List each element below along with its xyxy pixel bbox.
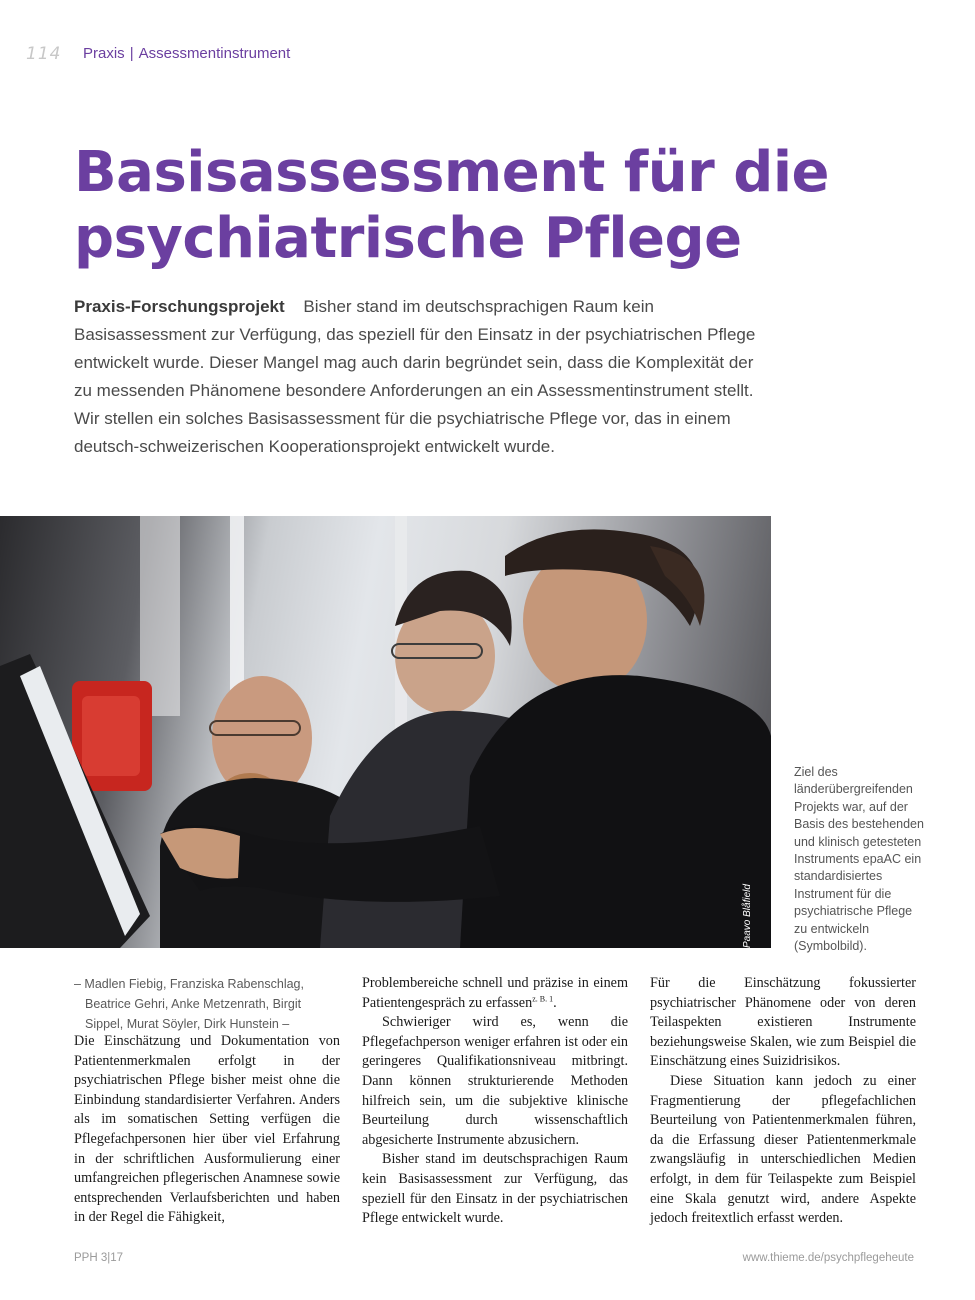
body-paragraph: Schwieriger wird es, wenn die Pflegefachperson weniger erfahren ist oder ein geringeres Qualifikationsniveau mitbringt. Dann können strukturierende Methoden hilfreich sein, um die subjektive klinische Beurteilung durch wissenschaftlich abgesicherte Instrumente abzusichern. — [362, 1014, 628, 1148]
article-lead — [74, 293, 774, 461]
author-line: Sippel, Murat Söyler, Dirk Hunstein – — [85, 1017, 290, 1031]
footer-url[interactable]: www.thieme.de/psychpflegeheute — [742, 1252, 914, 1264]
author-line: Beatrice Gehri, Anke Metzenrath, Birgit — [85, 997, 302, 1011]
lead-text: Bisher stand im deutschsprachigen Raum kein Basisassessment zur Verfügung, das speziell für den Einsatz in der psychiatrischen Pflege entwickelt wurde. Dieser Mangel mag auch darin begründet sein, dass die Komplexität der zu messenden Phänomene besondere Anforderungen an ein Assessmentinstrument stellt. Wir stellen ein solches Basisassessment für die psychiatrische Pflege vor, das in einem deutsch-schweizerischen Kooperationsprojekt entwickelt wurde. — [74, 297, 756, 456]
section-label: Praxis — [83, 45, 125, 62]
author-list — [74, 974, 346, 1034]
article-photo — [0, 516, 771, 948]
lead-kicker: Praxis-Forschungsprojekt — [74, 297, 285, 316]
running-head — [83, 45, 290, 62]
photo-illustration — [0, 516, 771, 948]
body-column-3 — [650, 974, 916, 1229]
sentence-end: . — [553, 994, 557, 1011]
body-column-1 — [74, 1032, 340, 1228]
photo-credit: Paavo Blåfield — [742, 884, 753, 948]
footer-issue: PPH 3|17 — [74, 1252, 124, 1264]
body-paragraph-text: Problembereiche schnell und präzise in einem Patientengespräch zu erfassen — [362, 975, 628, 1011]
subsection-label: Assessmentinstrument — [138, 45, 291, 62]
body-paragraph: Die Einschätzung und Dokumentation von Patientenmerkmalen erfolgt in der psychiatrischen Pflege bisher meist ohne die Einbindung standardisierter Verfahren. Anders als im somatischen Setting verfügen die Pflegefachpersonen hier über viel Erfahrung in der schriftlichen Ausformulierung einer umfangreichen pflegerischen Anamnese sowie entsprechenden Verlaufsberichten und haben in der Regel die Fähigkeit, — [74, 1033, 340, 1226]
photo-caption: Ziel des länderübergreifenden Projekts war, auf der Basis des bestehenden und klinisch getesteten Instruments epaAC ein standardisiertes Instrument für die psychiatrische Pflege zu entwickeln (Symbolbild). — [794, 765, 924, 954]
article-title: Basisassessment für die psychiatrische Pflege — [74, 140, 829, 271]
body-column-2 — [362, 974, 628, 1229]
author-line: – Madlen Fiebig, Franziska Rabenschlag, — [74, 977, 304, 991]
body-paragraph: Für die Einschätzung fokussierter psychiatrischer Phänomene oder von deren Teilaspekten existieren Instrumente beziehungsweise Skalen, wie zum Beispiel die Einschätzung eines Suizidrisikos. — [650, 975, 916, 1070]
section-separator: | — [129, 45, 134, 62]
body-paragraph: Diese Situation kann jedoch zu einer Fragmentierung der pflegefachlichen Beurteilung von Patientenmerkmalen führen, da die Erfassung dieser Patientenmerkmale zwangsläufig in unterschiedlichen Medien erfolgt, in dem für Teilaspekte zum Beispiel eine Skala genutzt wird, andere Aspekte jedoch freitextlich erfasst werden. — [650, 1072, 916, 1227]
body-paragraph — [362, 974, 628, 1013]
reference-marker: z. B. 1 — [532, 993, 554, 1003]
body-paragraph: Bisher stand im deutschsprachigen Raum kein Basisassessment zur Verfügung, das speziell für den Einsatz in der psychiatrischen Pflege entwickelt wurde. — [362, 1151, 628, 1227]
page-number: 114 — [26, 44, 62, 64]
